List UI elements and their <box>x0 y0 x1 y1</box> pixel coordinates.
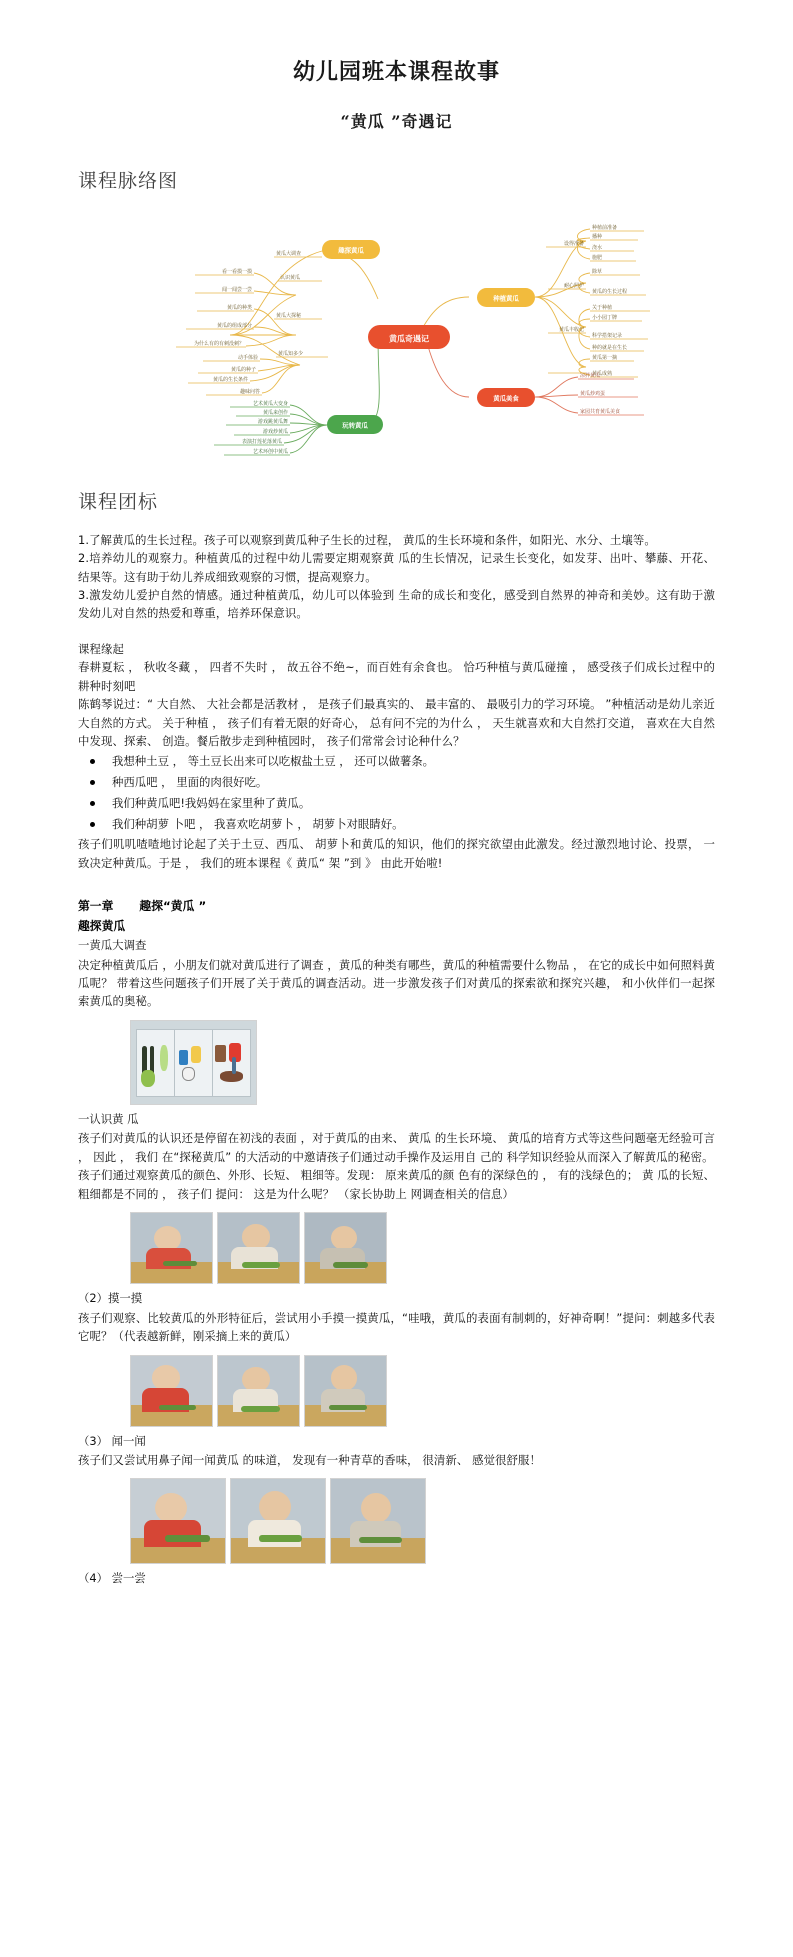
mindmap-leaf: 黄瓜炒鸡蛋 <box>580 390 606 397</box>
kid-smelling-3-photo <box>330 1478 426 1564</box>
mindmap-node-label: 趣探黄瓜 <box>338 246 364 255</box>
mindmap-leaf: 游戏跳黄瓜舞 <box>257 418 288 425</box>
mindmap-node-wanzhuan <box>327 415 383 434</box>
mindmap-node-label: 种植黄瓜 <box>493 294 519 303</box>
mindmap-leaf: 黄瓜的种类 <box>226 304 252 311</box>
mindmap-leaf: 游戏炒黄瓜 <box>262 428 288 435</box>
origin-bullet-list <box>78 751 715 835</box>
mindmap-subnode: 耐心照护 <box>563 282 584 289</box>
origin-heading: 课程缘起 <box>78 641 124 656</box>
kid-touching-2-photo <box>217 1355 300 1427</box>
mindmap-leaf: 除草 <box>592 268 603 275</box>
item-paragraph: 决定种植黄瓜后 ，小朋友们就对黄瓜进行了调查 ，黄瓜的种类有哪些，黄瓜的种植需要什么物品 ， 在它的成长中如何照料黄瓜呢？ 带着这些问题孩子们开展了关于黄瓜的调查活动。进一步激发孩子们对黄瓜的探索欲和探究兴趣， 和小伙伴们一起探索黄瓜的奥秘。 <box>78 957 715 1009</box>
kid-observing-3-photo <box>304 1212 387 1284</box>
list-item: 我们种胡萝 卜吧 ， 我喜欢吃胡萝卜 ， 胡萝卜对眼睛好。 <box>78 814 715 835</box>
kid-observing-1-photo <box>130 1212 213 1284</box>
item-text-survey <box>78 956 715 1011</box>
chapter-heading <box>78 896 715 916</box>
mindmap-leaf: 种植前准备 <box>592 224 618 231</box>
mindmap-diagram <box>78 207 715 469</box>
list-item: 种西瓜吧 ， 里面的肉很好吃。 <box>78 772 715 793</box>
item-text-touch <box>78 1309 715 1346</box>
item-paragraph: 孩子们通过观察黄瓜的颜色、外形、长短、 粗细等。发现： 原来黄瓜的颜 色有的深绿色的 ， 有的浅绿色的； 黄 瓜的长短、 粗细都是不同的 ， 孩子们 提问： 这是为什么呢？ （家长协助上 网调查相关的信息） <box>78 1168 715 1201</box>
mindmap-leaf: 黄瓜来创作 <box>262 409 288 416</box>
section-heading-mindmap: 课程脉络图 <box>78 169 179 192</box>
mindmap-node-meishi <box>477 388 535 407</box>
photo-row-recognize <box>130 1212 715 1284</box>
page-subtitle: “黄瓜 ”奇遇记 <box>340 111 453 131</box>
mindmap-subnode: 黄瓜丰收记 <box>558 326 584 333</box>
chapter-number: 第一章 <box>78 899 114 914</box>
list-item: 我想种土豆 ， 等土豆长出来可以吃椒盐土豆 ， 还可以做薯条。 <box>78 751 715 772</box>
mindmap-node-label: 黄瓜美食 <box>493 394 519 403</box>
item-paragraph: 孩子们对黄瓜的认识还是停留在初浅的表面 ，对于黄瓜的由来、 黄瓜 的生长环境、 黄瓜的培育方式等这些问题毫无经验可言 ， 因此 ， 我们 在“探秘黄瓜” 的大活动的中邀请孩子们通过动手操作及运用自 己的 科学知识经验从而深入了解黄瓜的秘密。 <box>78 1131 715 1164</box>
photo-row-touch <box>130 1355 715 1427</box>
mindmap-leaf: 施肥 <box>592 254 603 261</box>
mindmap-leaf: 科学搭架记录 <box>592 332 623 339</box>
goal-item: 3.激发幼儿爱护自然的情感。通过种植黄瓜，幼儿可以体验到 生命的成长和变化，感受到自然界的神奇和美妙。这有助于激 发幼儿对自然的热爱和尊重，培养环保意识。 <box>78 588 715 621</box>
mindmap-leaf: 浇水 <box>592 244 603 251</box>
list-item: 我们种黄瓜吧!我妈妈在家里种了黄瓜。 <box>78 793 715 814</box>
item-paragraph: 孩子们又尝试用鼻子闻一闻黄瓜 的味道， 发现有一种青草的香味， 很清新、 感觉很舒服！ <box>78 1452 542 1467</box>
goal-item: 2.培养幼儿的观察力。种植黄瓜的过程中幼儿需要定期观察黄 瓜的生长情况，记录生长变化，如发芽、出叶、攀藤、开花、 结果等。这有助于幼儿养成细致观察的习惯，提高观察力。 <box>78 551 715 584</box>
mindmap-leaf: 小小园丁牌 <box>592 314 618 321</box>
photo-row-smell <box>130 1478 715 1564</box>
mindmap-leaf: 黄瓜的种子 <box>230 366 256 373</box>
origin-paragraph: 春耕夏耘 ， 秋收冬藏 ， 四者不失时 ， 故五谷不绝~，而百姓有余食也。 恰巧种植与黄瓜碰撞 ， 感受孩子们成长过程中的耕种时刻吧 <box>78 660 715 693</box>
origin-closing: 孩子们叽叽喳喳地讨论起了关于土豆、西瓜、 胡萝卜和黄瓜的知识，他们的探究欲望由此激发。经过激烈地讨论、投票， 一致决定种黄瓜。于是 ， 我们的班本课程《 黄瓜“ 架 ”到 》 由此开始啦! <box>78 837 715 870</box>
mindmap-leaf: 黄瓜的生长过程 <box>592 288 628 295</box>
mindmap-leaf: 黄瓜第一摘 <box>592 354 618 361</box>
mindmap-subnode: 黄瓜大调查 <box>276 250 302 257</box>
mindmap-leaf: 凉拌黄瓜 <box>580 372 601 379</box>
kid-observing-2-photo <box>217 1212 300 1284</box>
page-title: 幼儿园班本课程故事 <box>292 59 500 85</box>
mindmap-leaf: 看一看摸一摸 <box>221 268 252 275</box>
mindmap-center-node <box>368 325 450 349</box>
mindmap-leaf: 艺术环创中黄瓜 <box>252 448 288 455</box>
mindmap-leaf: 黄瓜的生长条件 <box>212 376 248 383</box>
mindmap-leaf: 为什么有的有刺没刺？ <box>193 340 244 347</box>
mindmap-node-quxun <box>322 240 380 259</box>
photo-row-survey <box>130 1020 715 1105</box>
item-title-recognize: 一认识黄 瓜 <box>78 1111 139 1126</box>
mindmap-subnode: 黄瓜大探秘 <box>276 312 302 319</box>
mindmap-leaf: 关于种植 <box>592 304 613 311</box>
item-title-taste: （4） 尝一尝 <box>78 1571 146 1586</box>
mindmap-subnode: 认识黄瓜 <box>280 274 301 281</box>
mindmap-leaf: 黄瓜的组成部分 <box>216 322 252 329</box>
mindmap-leaf: 趣味问答 <box>239 388 260 395</box>
mindmap-subnode: 黄瓜知多少 <box>278 350 304 357</box>
mindmap-svg <box>78 207 715 469</box>
mindmap-subnode: 设得准备 <box>563 240 584 247</box>
goal-item: 1.了解黄瓜的生长过程。孩子可以观察到黄瓜种子生长的过程， 黄瓜的生长环境和条件，如阳光、水分、土壤等。 <box>78 532 656 547</box>
mindmap-leaf: 闻一闻尝一尝 <box>221 286 252 293</box>
kid-touching-3-photo <box>304 1355 387 1427</box>
item-text-smell <box>78 1451 715 1469</box>
chapter-title-text: 趣探“黄瓜 ” <box>139 899 207 914</box>
mindmap-leaf: 表演打莲花落黄瓜 <box>241 438 282 445</box>
item-text-recognize <box>78 1129 715 1203</box>
mindmap-leaf: 播种 <box>592 233 603 240</box>
item-title-smell: （3） 闻一闻 <box>78 1433 146 1448</box>
mindmap-node-zhongzhi <box>477 288 535 307</box>
mindmap-center-label: 黄瓜奇遇记 <box>389 334 429 344</box>
item-title-survey: 一黄瓜大调查 <box>78 938 147 953</box>
item-paragraph: 孩子们观察、比较黄瓜的外形特征后，尝试用小手摸一摸黄瓜，“哇哦，黄瓜的表面有制刺的，好神奇啊！”提问：刺越多代表它呢？（代表越新鲜，刚采摘上来的黄瓜） <box>78 1310 715 1344</box>
kid-touching-1-photo <box>130 1355 213 1427</box>
chapter-subtitle: 趣探黄瓜 <box>78 919 126 934</box>
mindmap-leaf: 黄瓜成熟 <box>592 370 613 377</box>
origin-block <box>78 640 715 751</box>
cucumber-survey-chart-photo <box>130 1020 257 1105</box>
section-heading-goals: 课程团标 <box>78 490 159 513</box>
mindmap-leaf: 种的就是在生长 <box>592 344 628 351</box>
origin-closing-block <box>78 835 715 872</box>
goals-block <box>78 531 715 623</box>
item-title-touch: （2）摸一摸 <box>78 1291 143 1306</box>
kid-smelling-2-photo <box>230 1478 326 1564</box>
mindmap-node-label: 玩转黄瓜 <box>342 421 368 430</box>
kid-smelling-1-photo <box>130 1478 226 1564</box>
mindmap-leaf: 艺术黄瓜大变身 <box>252 400 288 407</box>
mindmap-leaf: 动手体验 <box>237 354 258 361</box>
origin-paragraph: 陈鹤琴说过：“ 大自然、 大社会都是活教材 ， 是孩子们最真实的、 最丰富的、 最吸引力的学习环境。 ”种植活动是幼儿亲近大自然的方式。 关于种植 ， 孩子们有着无限的好奇心， 总有问不完的为什么 ， 天生就喜欢和大自然打交道， 喜欢在大自然中发现、探索、 创造。餐后散步走到种植园时， 孩子们常常会讨论种什么？ <box>78 697 715 749</box>
mindmap-leaf: 家园共育黄瓜美食 <box>580 408 621 415</box>
